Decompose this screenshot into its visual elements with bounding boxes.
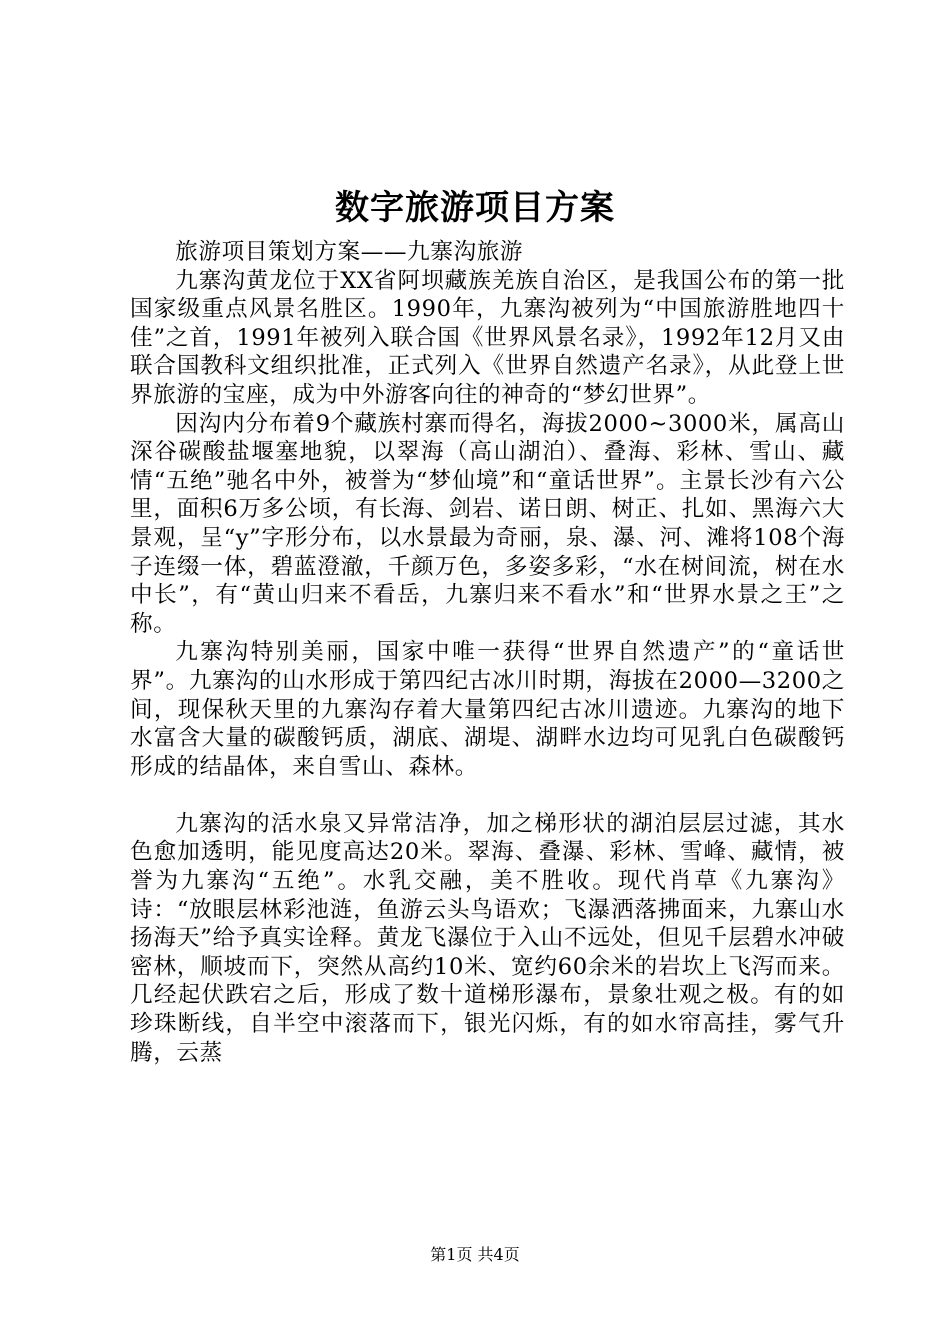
- subtitle-paragraph: 旅游项目策划方案——九寨沟旅游: [175, 239, 524, 265]
- page-footer: 第1页 共4页: [430, 1245, 520, 1264]
- body-paragraph: 九寨沟黄龙位于XX省阿坝藏族羌族自治区，是我国公布的第一批国家级重点风景名胜区。1990年，九寨沟被列为“中国旅游胜地四十佳”之首，1991年被列入联合国《世界风景名录》，1992年12月又由联合国教科文组织批准，正式列入《世界自然遗产名录》，从此登上世界旅游的宝座，成为中外游客向往的神奇的“梦幻世界”。: [130, 267, 845, 408]
- document-title: 数字旅游项目方案: [335, 188, 615, 228]
- body-paragraph: 九寨沟的活水泉又异常洁净，加之梯形状的湖泊层层过滤，其水色愈加透明，能见度高达20米。翠海、叠瀑、彩林、雪峰、藏情，被誉为九寨沟“五绝”。水乳交融，美不胜收。现代肖草《九寨沟》诗：“放眼层林彩池涟，鱼游云头鸟语欢；飞瀑洒落拂面来，九寨山水扬海天”给予真实诠释。黄龙飞瀑位于入山不远处，但见千层碧水冲破密林，顺坡而下，突然从高约10米、宽约60余米的岩坎上飞泻而来。几经起伏跌宕之后，形成了数十道梯形瀑布，景象壮观之极。有的如珍珠断线，自半空中滚落而下，银光闪烁，有的如水帘高挂，雾气升腾，云蒸: [130, 810, 845, 1066]
- body-paragraph: 九寨沟特别美丽，国家中唯一获得“世界自然遗产”的“童话世界”。九寨沟的山水形成于第四纪古冰川时期，海拔在2000—3200之间，现保秋天里的九寨沟存着大量第四纪古冰川遗迹。九寨沟的地下水富含大量的碳酸钙质，湖底、湖堤、湖畔水边均可见乳白色碳酸钙形成的结晶体，来自雪山、森林。: [130, 639, 845, 780]
- document-body: [130, 238, 845, 1067]
- blank-line: [130, 781, 845, 810]
- body-paragraph: 因沟内分布着9个藏族村寨而得名，海拔2000~3000米，属高山深谷碳酸盐堰塞地貌，以翠海（高山湖泊）、叠海、彩林、雪山、藏情“五绝”驰名中外，被誉为“梦仙境”和“童话世界”。主景长沙有六公里，面积6万多公顷，有长海、剑岩、诺日朗、树正、扎如、黑海六大景观，呈“y”字形分布，以水景最为奇丽，泉、瀑、河、滩将108个海子连缀一体，碧蓝澄澈，千颜万色，多姿多彩，“水在树间流，树在水中长”，有“黄山归来不看岳，九寨归来不看水”和“世界水景之王”之称。: [130, 410, 845, 637]
